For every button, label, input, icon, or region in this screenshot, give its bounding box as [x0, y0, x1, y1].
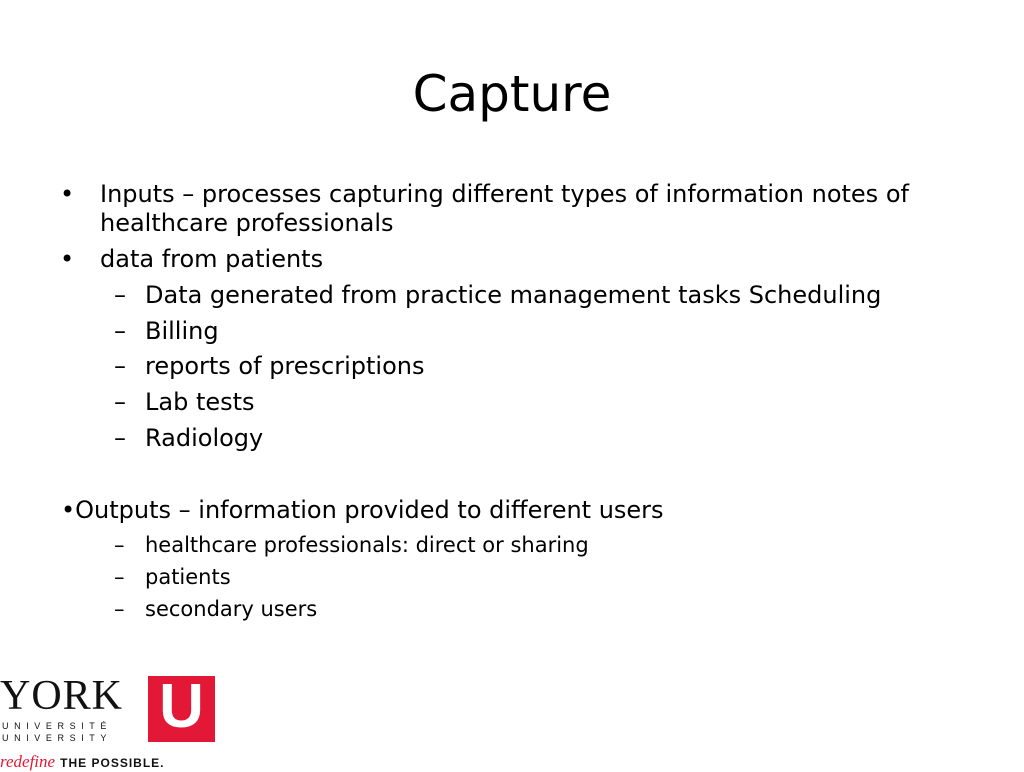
dash-marker: –	[114, 424, 126, 452]
dash-marker: –	[114, 352, 126, 380]
sub-bullet-patients: patients	[145, 565, 231, 589]
dash-marker: –	[114, 317, 126, 345]
sub-bullet-radiology: Radiology	[145, 424, 264, 452]
dash-marker: –	[114, 597, 125, 621]
dash-marker: –	[114, 533, 125, 557]
sub-bullet-lab-tests: Lab tests	[145, 388, 255, 416]
dash-marker: –	[114, 388, 126, 416]
sub-bullet-secondary-users: secondary users	[145, 597, 318, 621]
logo-u-mark	[148, 672, 215, 742]
bullet-inputs-continued: healthcare professionals	[100, 209, 394, 237]
bullet-inputs: Inputs – processes capturing different types of information notes of	[100, 180, 909, 208]
bullet-marker: •	[60, 180, 75, 208]
tagline-redefine: redefine	[0, 752, 56, 771]
york-university-logo	[0, 672, 230, 771]
logo-wordmark: YORK	[0, 673, 124, 719]
logo-university-line: UNIVERSITY	[2, 733, 113, 743]
logo-tagline	[0, 752, 165, 772]
sub-bullet-billing: Billing	[145, 317, 219, 345]
logo-u-letter: U	[159, 672, 204, 741]
dash-marker: –	[114, 281, 126, 309]
slide-title: Capture	[412, 65, 612, 123]
bullet-outputs: •Outputs – information provided to different users	[61, 496, 664, 524]
bullet-data-from-patients: data from patients	[100, 245, 324, 273]
tagline-the-possible: THE POSSIBLE.	[60, 756, 165, 770]
bullet-marker: •	[60, 245, 75, 273]
logo-universite-line: UNIVERSITÉ	[2, 721, 113, 731]
sub-bullet-prescriptions: reports of prescriptions	[145, 352, 425, 380]
sub-bullet-healthcare-professionals: healthcare professionals: direct or sharing	[145, 533, 589, 557]
dash-marker: –	[114, 565, 125, 589]
sub-bullet-practice-management: Data generated from practice management tasks Scheduling	[145, 281, 882, 309]
